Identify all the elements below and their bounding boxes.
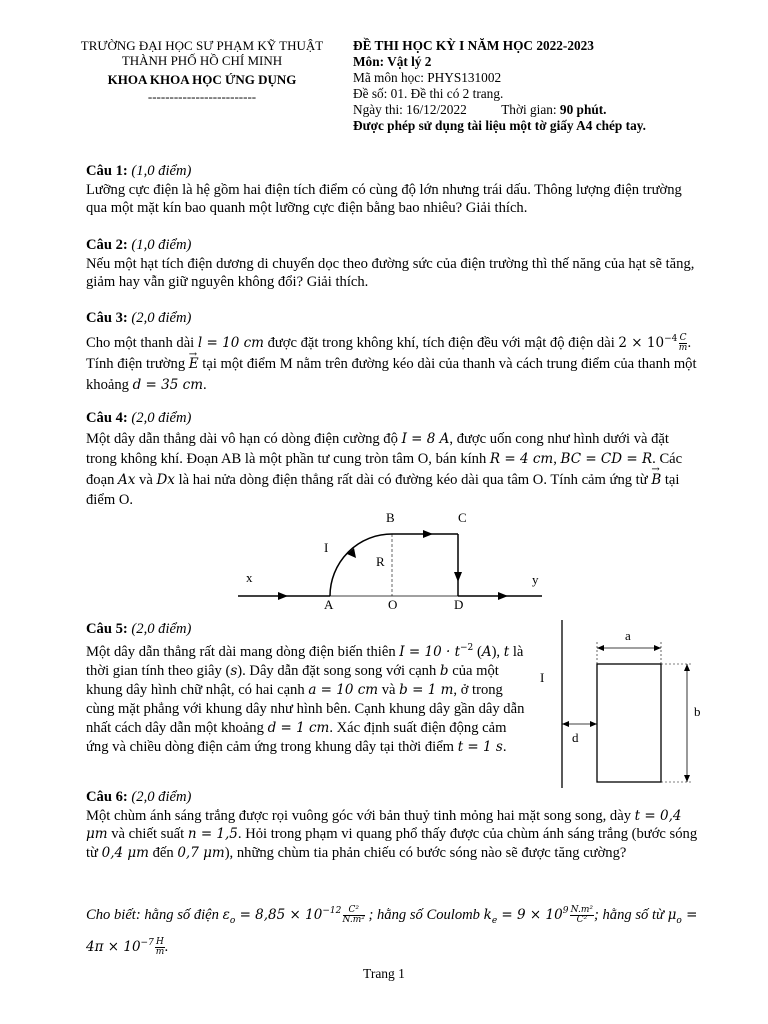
course-code: Mã môn học: PHYS131002	[353, 70, 502, 85]
q4-current: I = 8 A	[401, 430, 450, 447]
q2-points: (1,0 điểm)	[131, 237, 192, 253]
label-o: O	[388, 597, 398, 612]
q5-text-part: Một dây dẫn thẳng rất dài mang dòng điện biến thiên	[86, 643, 400, 660]
question-3	[86, 308, 698, 396]
question-1	[86, 162, 698, 218]
exam-date: Ngày thi: 16/12/2022	[353, 102, 467, 117]
time-label: Thời gian:	[501, 102, 560, 117]
q5-text-part: là thời gian tính theo giây (	[86, 643, 524, 679]
q4-figure	[230, 508, 550, 616]
q3-density-exp: −4	[664, 334, 678, 344]
subject: Môn: Vật lý 2	[353, 54, 432, 69]
label-i: I	[540, 670, 545, 685]
arrow-left-icon	[597, 645, 604, 651]
q6-text	[86, 807, 698, 863]
q6-points: (2,0 điểm)	[131, 789, 192, 805]
q3-length: l = 10 cm	[197, 334, 264, 351]
q3-text-part: Cho một thanh dài	[86, 334, 198, 351]
q3-text-part: được đặt trong không khí, tích điện đều với mật độ điện dài	[263, 334, 619, 351]
frac-num: C	[679, 333, 687, 344]
const-value: = 4π × 10	[86, 906, 698, 955]
q5-text-part: ). Dây dẫn đặt song song với cạnh	[237, 662, 440, 679]
header-divider: -------------------------	[147, 89, 257, 104]
q5-d-value: d = 1 cm	[267, 719, 330, 736]
q5-text-part: .	[502, 738, 507, 755]
const-exp: −12	[322, 906, 342, 916]
materials-note: Được phép sử dụng tài liệu một tờ giấy A4 chép tay.	[353, 118, 646, 133]
q5-figure	[532, 618, 732, 790]
time-value: 90 phút.	[559, 102, 607, 117]
const-unit	[155, 938, 165, 957]
q3-text-part: . Tính điện trường	[86, 334, 692, 372]
q5-title: Câu 5:	[86, 621, 128, 637]
question-6	[86, 788, 698, 862]
const-epsilon: ε	[222, 906, 230, 923]
label-c: C	[458, 510, 467, 525]
q4-text-part: , được uốn cong như hình dưới và đặt trong không khí. Đoạn AB là một phần tư cung tròn tâm O, bán kính	[86, 430, 669, 467]
const-mu: μ	[667, 906, 677, 923]
const-unit	[570, 906, 594, 925]
q5-current: I = 10 · t	[399, 643, 461, 660]
q1-title: Câu 1:	[86, 163, 128, 179]
q3-points: (2,0 điểm)	[131, 310, 192, 326]
frac-den: C²	[576, 915, 588, 926]
arrow-right-icon	[278, 592, 288, 600]
q6-index: n = 1,5	[187, 826, 238, 842]
const-sub: o	[229, 915, 236, 926]
q4-text-part: . Các đoạn	[86, 451, 683, 488]
const-unit	[343, 906, 365, 925]
q4-points: (2,0 điểm)	[131, 410, 192, 426]
q3-text-part: tại một điểm M nằm trên đường kéo dài của thanh và cách trung điểm của thanh một khoảng	[86, 355, 697, 393]
const-text: ; hằng số Coulomb	[364, 906, 484, 923]
const-sub: o	[676, 915, 682, 926]
q4-text-part: và	[135, 471, 157, 488]
q5-points: (2,0 điểm)	[131, 621, 192, 637]
label-y: y	[532, 572, 539, 587]
q4-text-part: tại điểm O.	[86, 471, 680, 508]
q6-text-part: đến	[148, 844, 178, 861]
q4-text-part: Một dây dẫn thẳng dài vô hạn có dòng điện cường độ	[86, 430, 402, 447]
q5-text	[86, 639, 526, 757]
const-exp: −7	[140, 937, 154, 948]
page-number: Trang 1	[363, 966, 405, 981]
q6-text-part: Một chùm ánh sáng trắng được rọi vuông góc với bản thuỷ tinh mỏng hai mặt song song, dày	[86, 807, 635, 824]
const-k: k	[483, 906, 492, 923]
q6-text-part: . Hỏi trong phạm vi quang phổ thấy được của chùm ánh sáng trắng (bước sóng từ	[86, 826, 698, 861]
q4-segments: BC = CD = R	[560, 451, 653, 467]
vector-e: → E	[189, 354, 199, 375]
q1-text: Lưỡng cực điện là hệ gồm hai điện tích điểm có cùng độ lớn nhưng trái dấu. Thông lượng điện trường qua một mặt kín bao quanh một lưỡng cực điện bằng bao nhiêu? Giải thích.	[86, 181, 682, 216]
frac-den: N.m²	[342, 915, 365, 926]
const-exp: 9	[562, 906, 569, 916]
q5-time: t = 1 s	[457, 738, 503, 755]
label-a: A	[324, 597, 334, 612]
q5-text-part: và	[378, 681, 400, 698]
label-i: I	[324, 540, 329, 555]
arrow-right-icon	[590, 721, 597, 727]
label-d: D	[454, 597, 464, 612]
q4-dx: Dx	[156, 471, 175, 488]
school-name: TRƯỜNG ĐẠI HỌC SƯ PHẠM KỸ THUẬT	[80, 38, 324, 53]
q6-thickness: t = 0,4 μm	[86, 807, 682, 842]
q6-text-part: và chiết suất	[107, 826, 188, 842]
q6-lambda-min: 0,4 μm	[101, 844, 149, 861]
q5-unit-a: A	[481, 643, 492, 660]
question-4	[86, 408, 698, 511]
q5-b: b	[439, 662, 449, 679]
q5-unit-s: s	[230, 662, 238, 679]
vector-b: → B	[651, 470, 661, 491]
const-value: = 9 × 10	[497, 906, 563, 923]
question-5	[86, 620, 526, 757]
q5-text-part: , ở trong cùng mặt phẳng với khung dây như hình bên. Cạnh khung dây gần dây dẫn nhất cách dây dẫn một khoảng	[86, 681, 525, 736]
q3-text	[86, 329, 698, 396]
q3-distance: d = 35 cm	[132, 376, 203, 393]
question-2	[86, 236, 698, 292]
q5-text-part: của một khung dây hình chữ nhật, có hai cạnh	[86, 662, 499, 698]
const-text: .	[164, 938, 169, 955]
label-x: x	[246, 570, 253, 585]
q6-lambda-max: 0,7 μm	[177, 844, 225, 861]
city-name: THÀNH PHỐ HỒ CHÍ MINH	[121, 53, 283, 68]
frac-den: m	[678, 343, 688, 354]
label-d: d	[572, 730, 579, 745]
frac-num: C²	[343, 906, 365, 916]
arrow-right-icon	[654, 645, 661, 651]
label-r: R	[376, 554, 385, 569]
q4-text-part: ,	[553, 451, 561, 467]
exam-date-line	[353, 102, 753, 118]
q5-b-value: b = 1 m	[399, 681, 454, 698]
exam-info	[353, 38, 753, 134]
q3-density: 2 × 10	[618, 334, 665, 351]
faculty-name: KHOA KHOA HỌC ỨNG DỤNG	[107, 72, 297, 87]
frac-den: m	[155, 946, 165, 957]
const-text: ; hằng số từ	[593, 906, 668, 923]
arrow-left-icon	[562, 721, 569, 727]
constants-note	[86, 900, 698, 958]
q6-text-part: ), những chùm tia phản chiếu có bước sóng nào sẽ được tăng cường?	[224, 844, 627, 861]
exam-number: Đề số: 01. Đề thi có 2 trang.	[353, 86, 504, 101]
exam-title: ĐỀ THI HỌC KỲ I NĂM HỌC 2022-2023	[353, 38, 594, 53]
q6-title: Câu 6:	[86, 789, 128, 805]
q5-a-value: a = 10 cm	[308, 681, 379, 698]
frac-num: N.m²	[570, 905, 593, 916]
q5-current-exp: −2	[460, 643, 474, 653]
q5-text-part: . Xác định suất điện động cảm ứng và chiều dòng điện cảm ứng trong khung dây tại thời điểm	[86, 719, 507, 755]
q1-points: (1,0 điểm)	[131, 163, 192, 179]
const-sub: e	[491, 915, 498, 926]
wire-loop	[597, 664, 661, 782]
q2-text: Nếu một hạt tích điện dương di chuyển dọc theo đường sức của điện trường thì thế năng của hạt sẽ tăng, giảm hay vẫn giữ nguyên không đổi? Giải thích.	[86, 255, 695, 290]
const-value: = 8,85 × 10	[235, 906, 323, 923]
arrow-down-icon	[684, 775, 690, 782]
label-b: B	[386, 510, 395, 525]
arrow-right-icon	[498, 592, 508, 600]
frac-num: H	[156, 936, 164, 947]
label-a: a	[625, 628, 631, 643]
q4-ax: Ax	[118, 471, 136, 488]
q2-title: Câu 2:	[86, 237, 128, 253]
label-b: b	[694, 704, 701, 719]
q4-title: Câu 4:	[86, 410, 128, 426]
q5-text-part: (	[473, 643, 482, 660]
arrow-down-icon	[454, 572, 462, 582]
arrow-up-icon	[684, 664, 690, 671]
arrow-right-icon	[423, 530, 433, 538]
q4-text-part: là hai nửa dòng điện thẳng rất dài có đường kéo dài qua tâm O. Tính cảm ứng từ	[174, 471, 652, 488]
q4-text	[86, 429, 698, 511]
school-header	[52, 38, 352, 104]
q4-radius: R = 4 cm	[489, 451, 554, 467]
q5-text-part: ),	[491, 643, 504, 660]
q3-text-part: .	[203, 376, 207, 393]
q5-t: t	[503, 643, 510, 660]
const-text: Cho biết: hằng số điện	[86, 906, 223, 923]
q3-title: Câu 3:	[86, 310, 128, 326]
